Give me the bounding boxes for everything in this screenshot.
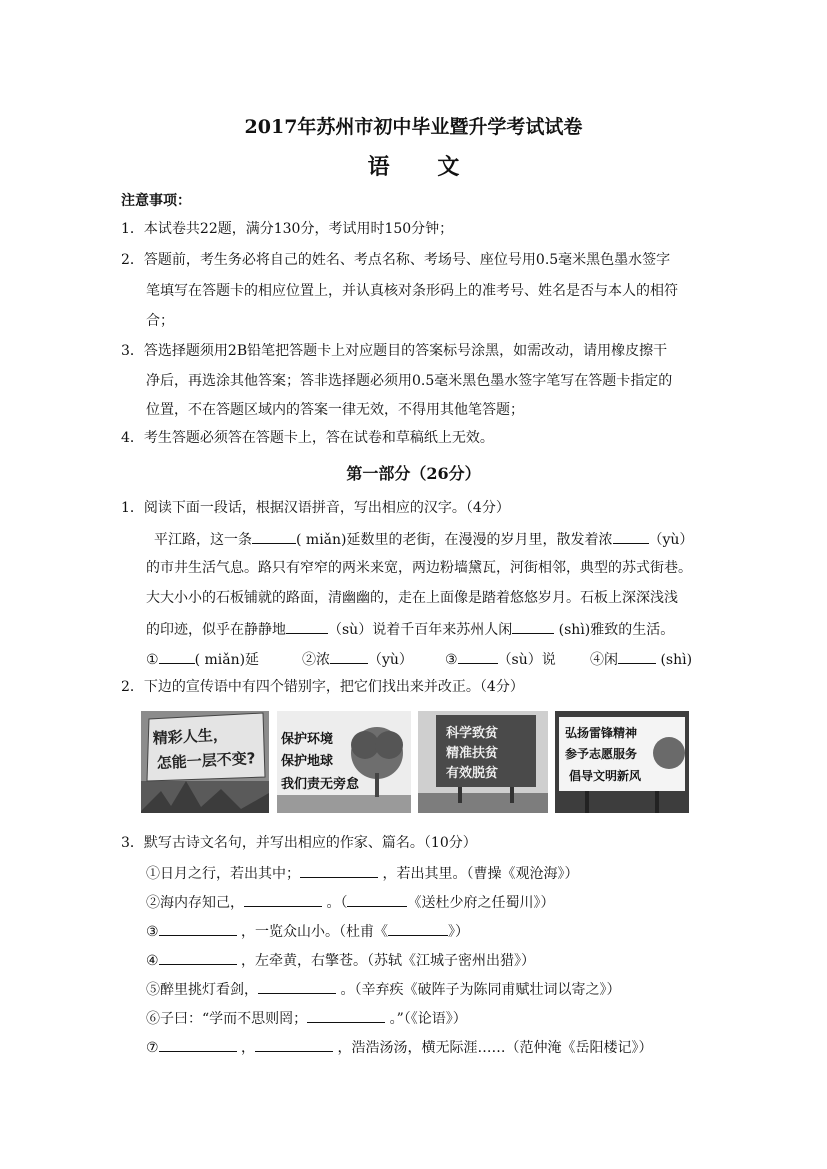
q3-text: ⑥子曰：“学而不思则罔； bbox=[146, 1011, 308, 1027]
q1-answer-label: ③ bbox=[445, 652, 458, 668]
answer-blank[interactable] bbox=[258, 978, 336, 994]
q1-text: （yù） bbox=[648, 532, 694, 548]
answer-blank[interactable] bbox=[244, 891, 322, 907]
answer-blank[interactable] bbox=[252, 528, 296, 544]
q1-text: ( miǎn)延数里的老街，在漫漫的岁月里，散发着浓 bbox=[296, 532, 613, 548]
q3-item bbox=[146, 891, 554, 913]
slogan-photo-1 bbox=[141, 711, 269, 813]
q3-text: 《送杜少府之任蜀川》） bbox=[407, 895, 555, 911]
q1-paragraph-line bbox=[146, 618, 674, 640]
q3-item bbox=[146, 1007, 467, 1029]
sign-1-line-2: 怎能一层不变? bbox=[156, 749, 256, 773]
q1-answer-label: (shì) bbox=[660, 652, 693, 668]
answer-blank[interactable] bbox=[347, 891, 407, 907]
answer-blank[interactable] bbox=[613, 528, 649, 544]
q3-text: ③ bbox=[146, 924, 159, 940]
notice-item: 位置，不在答题区域内的答案一律无效，不得用其他笔答题； bbox=[146, 402, 524, 418]
q1-answer-row bbox=[590, 648, 692, 670]
answer-blank[interactable] bbox=[159, 949, 237, 965]
answer-blank[interactable] bbox=[255, 1036, 333, 1052]
q1-answer-label: ④闲 bbox=[590, 652, 618, 668]
q1-answer-label: ②浓 bbox=[302, 652, 330, 668]
q1-answer-label: （sù）说 bbox=[497, 652, 556, 668]
notice-item: 净后，再选涂其他答案；答非选择题必须用0.5毫米黑色墨水签字笔写在答题卡指定的 bbox=[146, 373, 673, 389]
q3-text: ④ bbox=[146, 953, 159, 969]
exam-title: 2017年苏州市初中毕业暨升学考试试卷 bbox=[244, 116, 583, 138]
sign-2-line-3: 我们责无旁怠 bbox=[281, 777, 360, 792]
slogan-photo-2 bbox=[277, 711, 411, 813]
q3-prompt: 3．默写古诗文名句，并写出相应的作家、篇名。（10分） bbox=[121, 835, 477, 851]
q3-text: ，一览众山小。（杜甫《 bbox=[241, 924, 389, 940]
answer-blank[interactable] bbox=[286, 618, 328, 634]
sign-2-line-2: 保护地球 bbox=[281, 754, 334, 769]
q3-text: ①日月之行，若出其中； bbox=[146, 866, 300, 882]
q3-text: ，若出其里。（曹操《观沧海》） bbox=[382, 866, 579, 882]
q1-paragraph-line bbox=[154, 528, 693, 550]
notice-item: 合； bbox=[146, 313, 174, 329]
notice-heading: 注意事项： bbox=[121, 193, 191, 209]
sign-2-line-1: 保护环境 bbox=[281, 732, 334, 747]
q1-paragraph-line: 大大小小的石板铺就的路面，清幽幽的，走在上面像是踏着悠悠岁月。石板上深深浅浅 bbox=[146, 590, 678, 606]
answer-blank[interactable] bbox=[307, 1007, 385, 1023]
slogan-photo-strip bbox=[141, 711, 689, 813]
q3-item bbox=[146, 978, 620, 1000]
answer-blank[interactable] bbox=[159, 1036, 237, 1052]
q3-text: ， bbox=[241, 1040, 256, 1056]
sign-3-line-2: 精准扶贫 bbox=[446, 746, 499, 761]
q1-answer-row bbox=[302, 648, 413, 670]
q3-item bbox=[146, 862, 578, 884]
q3-item bbox=[146, 920, 469, 942]
q3-text: 。”（《论语》） bbox=[389, 1011, 467, 1027]
q3-text: ⑦ bbox=[146, 1040, 159, 1056]
q1-text: 平江路，这一条 bbox=[154, 532, 252, 548]
notice-item: 1．本试卷共22题，满分130分，考试用时150分钟； bbox=[121, 221, 454, 237]
q3-item bbox=[146, 1036, 652, 1058]
q1-text: (shì)雅致的生活。 bbox=[558, 622, 675, 638]
sign-3-line-1: 科学致贫 bbox=[446, 726, 499, 741]
q2-prompt: 2．下边的宣传语中有四个错别字，把它们找出来并改正。（4分） bbox=[121, 679, 524, 695]
slogan-photo-4 bbox=[555, 711, 689, 813]
notice-item: 3．答选择题须用2B铅笔把答题卡上对应题目的答案标号涂黑，如需改动，请用橡皮擦干 bbox=[121, 343, 668, 359]
q1-answer-row bbox=[445, 648, 556, 670]
notice-item: 2．答题前，考生务必将自己的姓名、考点名称、考场号、座位号用0.5毫米黑色墨水签字 bbox=[121, 252, 671, 268]
q3-text: 。（辛弃疾《破阵子为陈同甫赋壮词以寄之》） bbox=[340, 982, 621, 998]
q1-text: 的印迹，似乎在静静地 bbox=[146, 622, 286, 638]
q3-text: ⑤醉里挑灯看剑， bbox=[146, 982, 258, 998]
q1-paragraph-line: 的市井生活气息。路只有窄窄的两米来宽，两边粉墙黛瓦，河街相邻，典型的苏式街巷。 bbox=[146, 560, 692, 576]
answer-blank[interactable] bbox=[388, 920, 448, 936]
q1-prompt: 1．阅读下面一段话，根据汉语拼音，写出相应的汉字。（4分） bbox=[121, 500, 510, 516]
subject-title: 语 文 bbox=[367, 154, 480, 180]
q3-text: 》） bbox=[448, 924, 470, 940]
answer-blank[interactable] bbox=[300, 862, 378, 878]
q3-text: ，浩浩汤汤，横无际涯……（范仲淹《岳阳楼记》） bbox=[337, 1040, 653, 1056]
sign-4-line-3: 倡导文明新风 bbox=[569, 769, 642, 783]
notice-item: 笔填写在答题卡的相应位置上，并认真核对条形码上的准考号、姓名是否与本人的相符 bbox=[146, 283, 678, 299]
sign-4-line-2: 参予志愿服务 bbox=[565, 747, 638, 761]
q3-text: ，左牵黄，右擎苍。（苏轼《江城子密州出猎》） bbox=[241, 953, 536, 969]
notice-item: 4．考生答题必须答在答题卡上，答在试卷和草稿纸上无效。 bbox=[121, 430, 494, 446]
answer-blank[interactable] bbox=[330, 648, 368, 664]
q3-text: ②海内存知己， bbox=[146, 895, 244, 911]
answer-blank[interactable] bbox=[458, 648, 498, 664]
answer-blank[interactable] bbox=[159, 920, 237, 936]
answer-blank[interactable] bbox=[618, 648, 656, 664]
q1-text: （sù）说着千百年来苏州人闲 bbox=[328, 622, 513, 638]
q3-text: 。（ bbox=[326, 895, 348, 911]
slogan-photo-3 bbox=[418, 711, 548, 813]
q1-answer-row bbox=[146, 648, 259, 670]
q1-answer-label: （yù） bbox=[368, 652, 413, 668]
answer-blank[interactable] bbox=[159, 648, 195, 664]
q1-answer-label: ( miǎn)延 bbox=[194, 652, 260, 668]
sign-4-line-1: 弘扬雷锋精神 bbox=[565, 726, 638, 740]
sign-3-line-3: 有效脱贫 bbox=[446, 766, 499, 781]
q1-answer-label: ① bbox=[146, 652, 159, 668]
part-title: 第一部分（26分） bbox=[346, 464, 481, 483]
sign-1-line-1: 精彩人生， bbox=[152, 725, 229, 748]
q3-item bbox=[146, 949, 535, 971]
answer-blank[interactable] bbox=[512, 618, 554, 634]
